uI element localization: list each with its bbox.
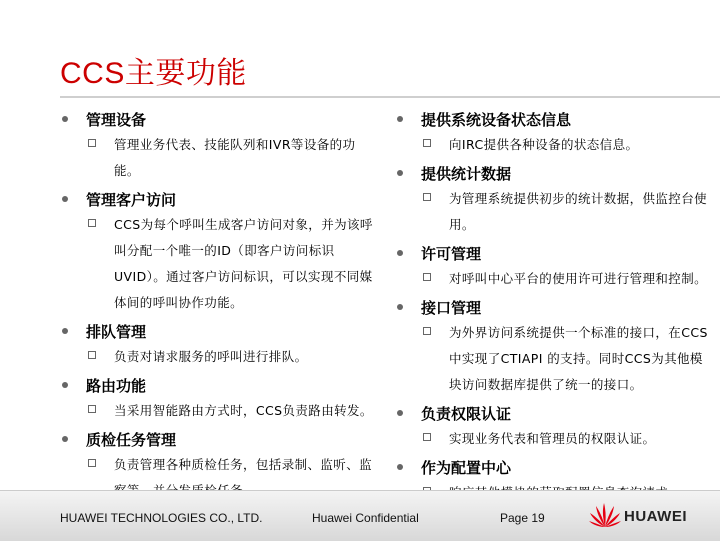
- square-bullet: [88, 219, 96, 227]
- bullet-dot: [62, 116, 68, 122]
- feature-detail: [86, 132, 378, 184]
- feature-manage-devices: [58, 108, 378, 184]
- bullet-dot: [62, 328, 68, 334]
- feature-heading: 管理设备: [86, 111, 147, 129]
- feature-detail-text: 为外界访问系统提供一个标准的接口，在CCS 中实现了CTIAPI 的支持。同时CCS为其他模块访问数据库提供了统一的接口。: [449, 325, 708, 392]
- feature-detail-text: 实现业务代表和管理员的权限认证。: [449, 431, 656, 446]
- footer-page-number: Page 19: [500, 511, 545, 525]
- feature-heading: 路由功能: [86, 377, 147, 395]
- bullet-dot: [397, 304, 403, 310]
- bullet-dot: [397, 116, 403, 122]
- feature-queue-management: [58, 320, 378, 370]
- feature-interface-management: [393, 296, 711, 398]
- feature-authorization: [393, 402, 711, 452]
- logo-wordmark: HUAWEI: [624, 508, 687, 525]
- feature-detail: [421, 426, 711, 452]
- feature-detail-text: 负责对请求服务的呼叫进行排队。: [114, 349, 308, 364]
- feature-routing: [58, 374, 378, 424]
- slide-title: CCS主要功能: [60, 57, 247, 90]
- feature-detail-text: 为管理系统提供初步的统计数据，供监控台使用。: [449, 191, 708, 232]
- feature-heading: 排队管理: [86, 323, 147, 341]
- feature-detail: [421, 266, 711, 292]
- feature-heading: 接口管理: [421, 299, 482, 317]
- square-bullet: [423, 433, 431, 441]
- feature-statistics: [393, 162, 711, 238]
- feature-heading: 作为配置中心: [421, 459, 512, 477]
- feature-detail: [86, 212, 378, 316]
- bullet-dot: [397, 250, 403, 256]
- feature-detail-text: 管理业务代表、技能队列和IVR等设备的功能。: [114, 137, 356, 178]
- square-bullet: [423, 273, 431, 281]
- bullet-dot: [397, 410, 403, 416]
- feature-detail: [421, 132, 711, 158]
- feature-detail: [421, 186, 711, 238]
- square-bullet: [88, 139, 96, 147]
- bullet-dot: [397, 170, 403, 176]
- feature-heading: 许可管理: [421, 245, 482, 263]
- feature-detail: [86, 344, 378, 370]
- left-column: [58, 104, 378, 504]
- square-bullet: [88, 459, 96, 467]
- feature-detail-text: 向IRC提供各种设备的状态信息。: [449, 137, 639, 152]
- right-column: [393, 104, 711, 506]
- square-bullet: [423, 139, 431, 147]
- bullet-dot: [62, 436, 68, 442]
- feature-customer-access: [58, 188, 378, 316]
- footer-company: HUAWEI TECHNOLOGIES CO., LTD.: [60, 511, 263, 525]
- square-bullet: [423, 327, 431, 335]
- feature-detail-text: CCS为每个呼叫生成客户访问对象，并为该呼叫分配一个唯一的ID（即客户访问标识UVID）。通过客户访问标识，可以实现不同媒体间的呼叫协作功能。: [114, 217, 373, 310]
- feature-detail-text: 负责管理各种质检任务，包括录制、监听、监: [114, 457, 373, 472]
- square-bullet: [88, 405, 96, 413]
- feature-detail-text: 对呼叫中心平台的使用许可进行管理和控制。: [449, 271, 708, 286]
- huawei-flower-icon: [588, 497, 622, 533]
- feature-detail: [421, 320, 711, 398]
- bullet-dot: [62, 196, 68, 202]
- feature-license-management: [393, 242, 711, 292]
- feature-heading: 质检任务管理: [86, 431, 177, 449]
- square-bullet: [88, 351, 96, 359]
- feature-heading: 提供系统设备状态信息: [421, 111, 572, 129]
- bullet-dot: [62, 382, 68, 388]
- feature-device-status: [393, 108, 711, 158]
- feature-heading: 管理客户访问: [86, 191, 177, 209]
- feature-heading: 提供统计数据: [421, 165, 512, 183]
- footer-confidential: Huawei Confidential: [312, 511, 419, 525]
- feature-detail-text: 当采用智能路由方式时，CCS负责路由转发。: [114, 403, 373, 418]
- slide-footer: [0, 490, 720, 541]
- square-bullet: [423, 193, 431, 201]
- title-divider: [60, 96, 720, 98]
- feature-detail: [86, 398, 378, 424]
- bullet-dot: [397, 464, 403, 470]
- huawei-logo: [588, 497, 708, 537]
- feature-heading: 负责权限认证: [421, 405, 512, 423]
